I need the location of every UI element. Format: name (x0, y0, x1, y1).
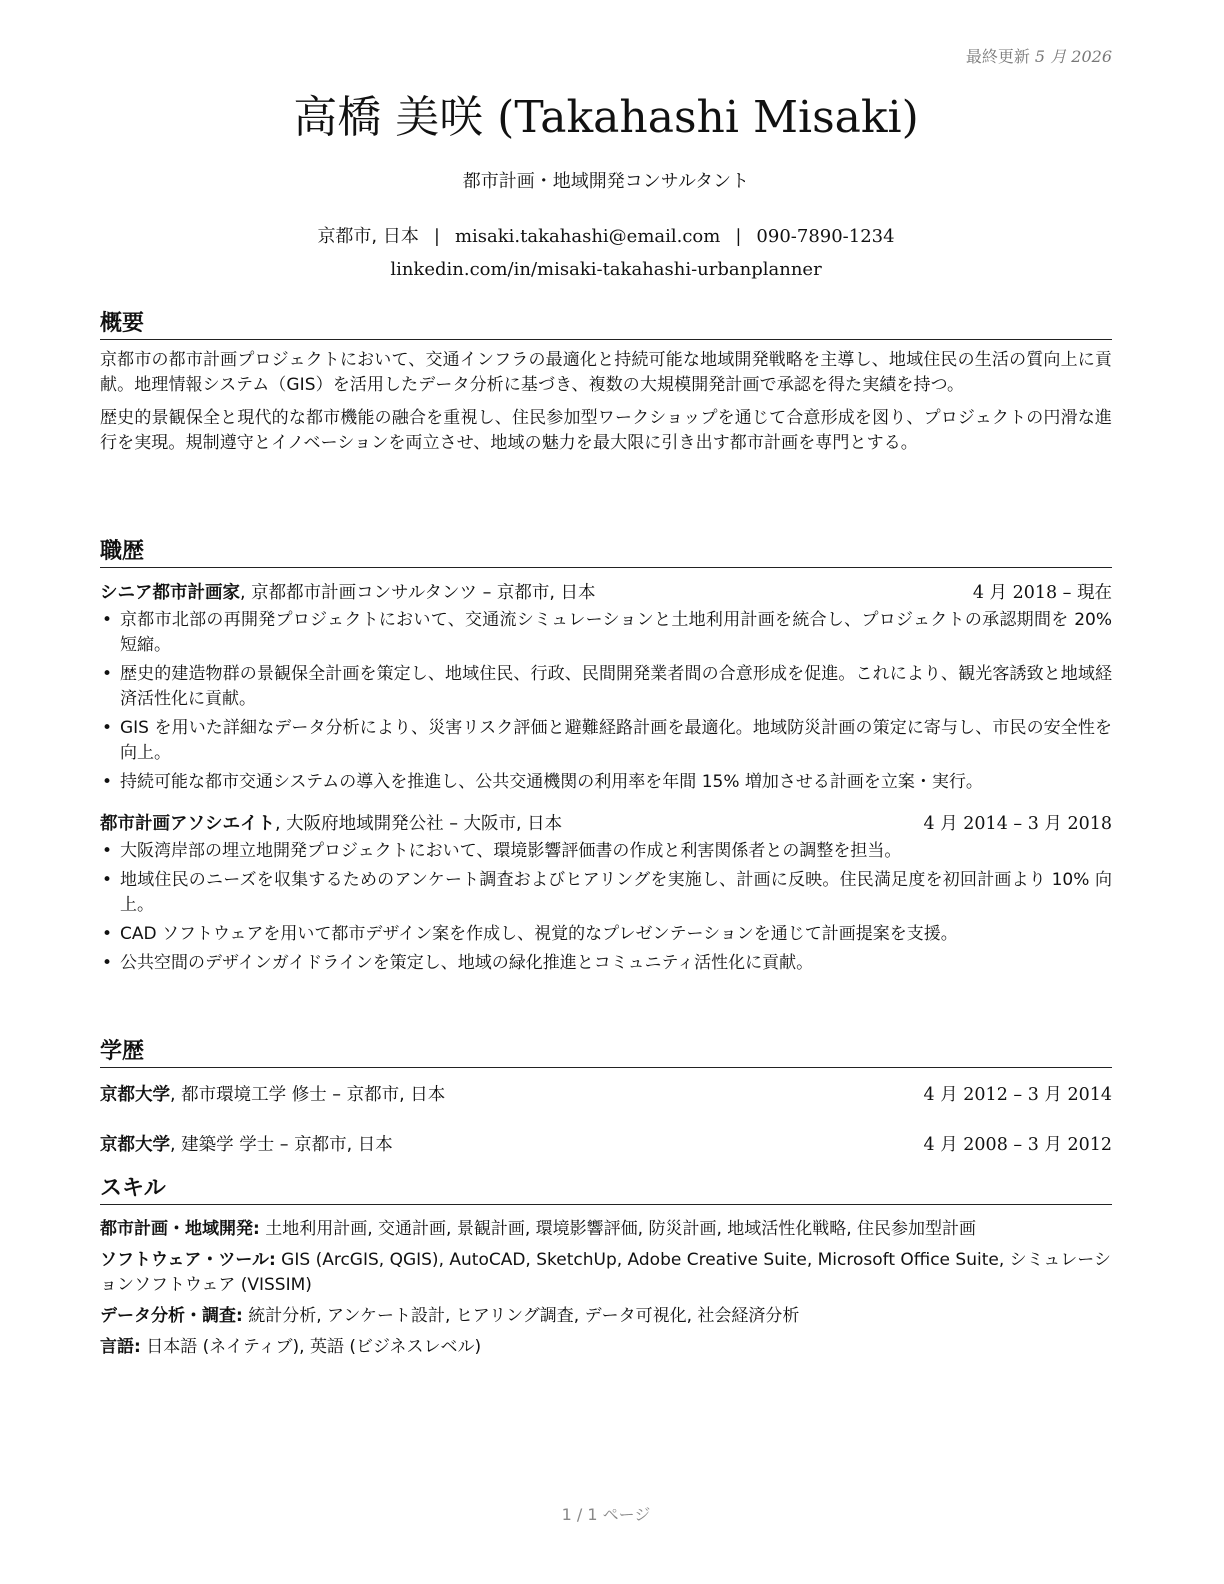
job-bullet: • 公共空間のデザインガイドラインを策定し、地域の緑化推進とコミュニティ活性化に貢献。 (102, 953, 814, 973)
education-detail: , 建築学 学士 – 京都市, 日本 (170, 1135, 393, 1155)
summary-paragraph: 京都市の都市計画プロジェクトにおいて、交通インフラの最適化と持続可能な地域開発戦略を主導し、地域住民の生活の質向上に貢献。地理情報システム（GIS）を活用したデータ分析に基づき、複数の大規模開発計画で承認を得た実績を持つ。 (100, 350, 1112, 395)
last-updated (966, 44, 1112, 67)
skill-label: 言語: (100, 1337, 141, 1357)
last-updated-label: 最終更新 (965, 47, 1030, 66)
job-org: , 大阪府地域開発公社 – 大阪市, 日本 (275, 814, 563, 834)
candidate-headline: 都市計画・地域開発コンサルタント (462, 171, 750, 192)
education-school: 京都大学 (100, 1085, 170, 1105)
summary-title: 概要 (100, 310, 1112, 340)
education-item (100, 1132, 1112, 1158)
job-bullet: • 持続可能な都市交通システムの導入を推進し、公共交通機関の利用率を年間 15% 増加させる計画を立案・実行。 (102, 772, 983, 792)
job-org: , 京都都市計画コンサルタンツ – 京都市, 日本 (240, 583, 596, 603)
education-detail: , 都市環境工学 修士 – 京都市, 日本 (170, 1085, 446, 1105)
job-role: 都市計画アソシエイト (100, 814, 275, 834)
job-bullet: • GIS を用いた詳細なデータ分析により、災害リスク評価と避難経路計画を最適化。地域防災計画の策定に寄与し、市民の安全性を向上。 (102, 718, 1112, 763)
education-school: 京都大学 (100, 1135, 170, 1155)
job-entry (100, 811, 1112, 976)
job-bullet: • 地域住民のニーズを収集するためのアンケート調査およびヒアリングを実施し、計画に反映。住民満足度を初回計画より 10% 向上。 (102, 870, 1112, 915)
skill-row (100, 1217, 1112, 1242)
education-item (100, 1082, 1112, 1108)
skill-value: 土地利用計画, 交通計画, 景観計画, 環境影響評価, 防災計画, 地域活性化戦略, 住民参加型計画 (259, 1219, 977, 1239)
experience-section (100, 538, 1112, 980)
skill-label: ソフトウェア・ツール: (100, 1250, 276, 1270)
job-role: シニア都市計画家 (100, 583, 240, 603)
education-section (100, 1038, 1112, 1158)
skill-row (100, 1335, 1112, 1360)
contact-separator: | (735, 226, 742, 247)
job-date: 4 月 2014 – 3 月 2018 (923, 814, 1112, 834)
education-date: 4 月 2008 – 3 月 2012 (923, 1135, 1112, 1155)
last-updated-value: 5 月 2026 (1034, 47, 1112, 66)
experience-title: 職歴 (100, 538, 1112, 568)
skill-label: データ分析・調査: (100, 1306, 243, 1326)
job-bullet: • 歴史的建造物群の景観保全計画を策定し、地域住民、行政、民間開発業者間の合意形成を促進。これにより、観光客誘致と地域経済活性化に貢献。 (102, 664, 1112, 709)
job-bullet: • 京都市北部の再開発プロジェクトにおいて、交通流シミュレーションと土地利用計画を統合し、プロジェクトの承認期間を 20% 短縮。 (102, 610, 1112, 655)
education-title: 学歴 (100, 1038, 1112, 1068)
job-date: 4 月 2018 – 現在 (972, 583, 1112, 603)
job-bullets (100, 839, 1112, 976)
contact-linkedin[interactable]: linkedin.com/in/misaki-takahashi-urbanplanner (390, 259, 822, 280)
skill-label: 都市計画・地域開発: (100, 1219, 260, 1239)
skills-title: スキル (100, 1175, 1112, 1205)
skill-value: GIS (ArcGIS, QGIS), AutoCAD, SketchUp, Adobe Creative Suite, Microsoft Office Suite, シミュレーションソフトウェア (VISSIM) (100, 1250, 1111, 1295)
job-header (100, 580, 1112, 606)
contact-separator: | (433, 226, 440, 247)
skill-value: 日本語 (ネイティブ), 英語 (ビジネスレベル) (140, 1337, 482, 1357)
resume-page (100, 0, 1112, 1584)
contact-line (100, 225, 1112, 249)
summary-section (100, 310, 1112, 456)
skills-section (100, 1175, 1112, 1366)
job-entry (100, 580, 1112, 795)
skill-value: 統計分析, アンケート設計, ヒアリング調査, データ可視化, 社会経済分析 (242, 1306, 800, 1326)
page-number: 1 / 1 ページ (561, 1505, 651, 1524)
skill-row (100, 1304, 1112, 1329)
job-bullets (100, 608, 1112, 795)
summary-paragraph: 歴史的景観保全と現代的な都市機能の融合を重視し、住民参加型ワークショップを通じて合意形成を図り、プロジェクトの円滑な進行を実現。規制遵守とイノベーションを両立させ、地域の魅力を最大限に引き出す都市計画を専門とする。 (100, 408, 1112, 453)
contact-email[interactable]: misaki.takahashi@email.com (454, 226, 721, 247)
skill-row (100, 1248, 1112, 1298)
candidate-name: 高橋 美咲 (Takahashi Misaki) (293, 92, 919, 143)
job-header (100, 811, 1112, 837)
education-date: 4 月 2012 – 3 月 2014 (923, 1085, 1112, 1105)
job-bullet: • CAD ソフトウェアを用いて都市デザイン案を作成し、視覚的なプレゼンテーションを通じて計画提案を支援。 (102, 924, 958, 944)
contact-location: 京都市, 日本 (317, 226, 419, 247)
contact-phone: 090-7890-1234 (756, 226, 895, 247)
job-bullet: • 大阪湾岸部の埋立地開発プロジェクトにおいて、環境影響評価書の作成と利害関係者との調整を担当。 (102, 841, 902, 861)
